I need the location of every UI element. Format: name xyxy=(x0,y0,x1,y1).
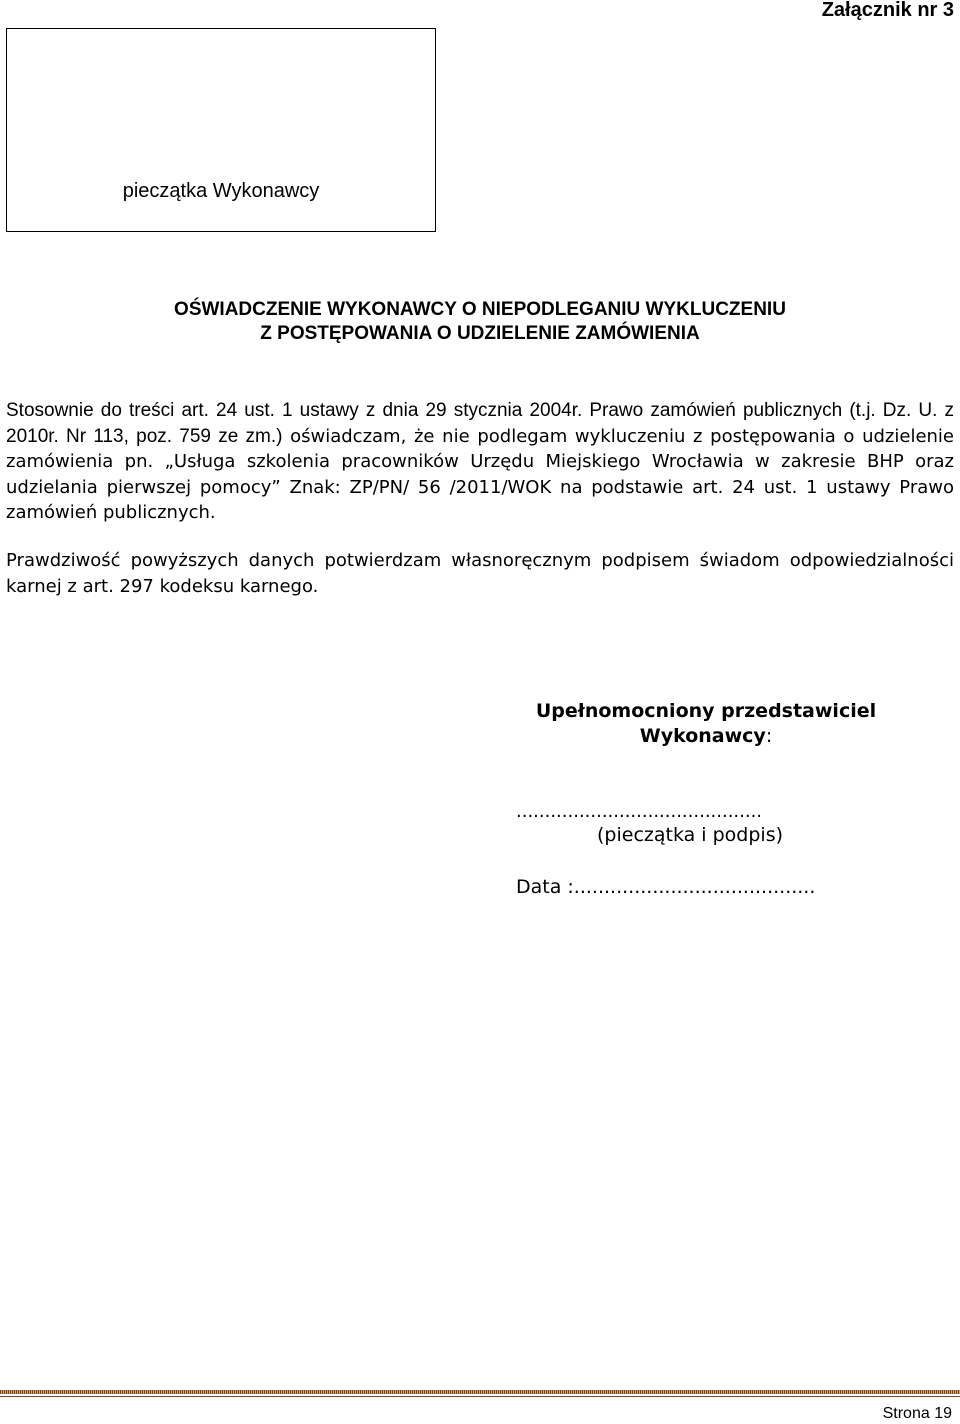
date-field: Data :........................................ xyxy=(516,876,816,898)
signature-title-colon: : xyxy=(765,725,773,747)
stamp-box-label: pieczątka Wykonawcy xyxy=(122,180,320,202)
signature-block xyxy=(516,699,896,898)
signature-title-text: Upełnomocniony przedstawiciel Wykonawcy xyxy=(535,700,877,747)
declaration-paragraph xyxy=(6,398,954,526)
footer-rule-thin xyxy=(0,1396,960,1397)
signature-title xyxy=(516,699,896,749)
declaration-legal-basis: Stosownie do treści art. 24 ust. 1 ustawy z dnia 29 stycznia 2004r. Prawo zamówień publicznych (t.j. Dz. U. z 2010r. Nr 113, poz. 759 ze zm.) xyxy=(6,400,954,447)
declaration-statement: oświadczam, że nie podlegam wykluczeniu z postępowania o udzielenie zamówienia pn. „Usługa szkolenia pracowników Urzędu Miejskiego Wrocławia w zakresie BHP oraz udzielania pierwszej pomocy” Znak: ZP/PN/ 56 /2011/WOK na podstawie art. 24 ust. 1 ustawy Prawo zamówień publicznych. xyxy=(6,425,955,523)
document-title-line-2: Z POSTĘPOWANIA O UDZIELENIE ZAMÓWIENIA xyxy=(260,323,700,344)
page-number: Strona 19 xyxy=(882,1405,952,1422)
annex-label: Załącznik nr 3 xyxy=(821,0,954,21)
contractor-stamp-box xyxy=(6,28,436,232)
truthfulness-paragraph: Prawdziwość powyższych danych potwierdzam własnoręcznym podpisem świadom odpowiedzialności karnej z art. 297 kodeksu karnego. xyxy=(6,550,954,597)
signature-caption: (pieczątka i podpis) xyxy=(597,824,784,846)
footer-rule xyxy=(0,1390,960,1394)
signature-line: ........................................... xyxy=(516,801,763,822)
document-title-line-1: OŚWIADCZENIE WYKONAWCY O NIEPODLEGANIU WYKLUCZENIU xyxy=(174,299,786,320)
